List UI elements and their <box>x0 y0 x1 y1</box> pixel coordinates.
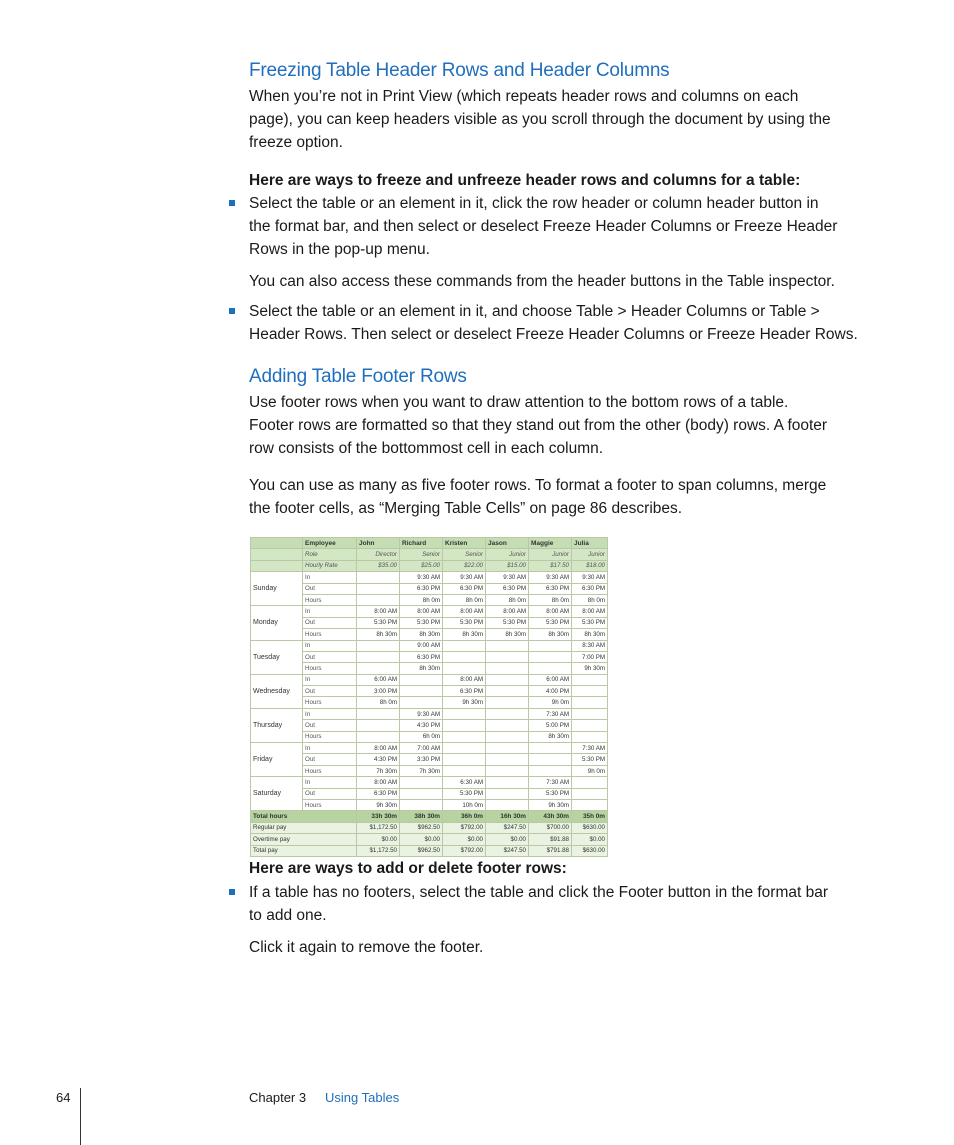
table-row <box>251 697 608 708</box>
table-cell: Out <box>303 583 357 594</box>
chapter-label: Chapter 3 <box>249 1090 307 1105</box>
table-cell <box>357 583 400 594</box>
table-cell: Hours <box>303 765 357 776</box>
table-cell <box>443 765 486 776</box>
table-cell <box>486 674 529 685</box>
table-cell: Out <box>303 617 357 628</box>
table-cell: 8:00 AM <box>357 743 400 754</box>
table-cell: Hours <box>303 594 357 605</box>
table-cell: 5:00 PM <box>529 720 572 731</box>
table-cell <box>443 640 486 651</box>
table-cell <box>486 651 529 662</box>
table-cell: $700.00 <box>529 822 572 833</box>
table-cell <box>400 799 443 810</box>
table-row <box>251 651 608 662</box>
table-cell: $630.00 <box>572 822 608 833</box>
day-label: Monday <box>251 606 303 640</box>
day-label: Tuesday <box>251 640 303 674</box>
table-cell <box>400 686 443 697</box>
table-cell: 6:30 PM <box>443 583 486 594</box>
table-row <box>251 754 608 765</box>
table-cell: 5:30 PM <box>486 617 529 628</box>
text-line: Rows in the pop-up menu. <box>249 241 430 258</box>
table-cell <box>572 731 608 742</box>
table-cell: $17.50 <box>529 560 572 571</box>
table-cell: John <box>357 538 400 549</box>
table-cell: 10h 0m <box>443 799 486 810</box>
text-line: the footer cells, as “Merging Table Cells” on page 86 describes. <box>249 500 683 517</box>
table-cell: 5:30 PM <box>529 617 572 628</box>
table-row <box>251 583 608 594</box>
table-cell: 9:30 AM <box>400 708 443 719</box>
table-cell <box>357 663 400 674</box>
footer-intro-paragraph <box>249 391 874 460</box>
table-cell <box>486 743 529 754</box>
table-row <box>251 629 608 640</box>
table-cell <box>357 594 400 605</box>
footer-divider <box>80 1088 81 1145</box>
table-cell <box>357 720 400 731</box>
table-cell <box>529 663 572 674</box>
table-cell: Hours <box>303 799 357 810</box>
table-cell: $792.00 <box>443 822 486 833</box>
table-cell: $15.00 <box>486 560 529 571</box>
table-row <box>251 720 608 731</box>
footer-subheading: Here are ways to add or delete footer rows: <box>249 860 567 877</box>
table-cell: Hours <box>303 629 357 640</box>
table-cell <box>486 708 529 719</box>
table-cell: 7:30 AM <box>529 777 572 788</box>
table-cell <box>443 651 486 662</box>
table-cell: In <box>303 777 357 788</box>
table-cell: $962.50 <box>400 822 443 833</box>
table-cell: 8:00 AM <box>572 606 608 617</box>
table-cell: $792.00 <box>443 845 486 856</box>
table-cell: 7:00 AM <box>400 743 443 754</box>
table-cell <box>486 686 529 697</box>
text-line: to add one. <box>249 907 327 924</box>
table-cell: 8:00 AM <box>486 606 529 617</box>
table-cell: 5:30 PM <box>529 788 572 799</box>
table-cell: 6:00 AM <box>357 674 400 685</box>
table-cell: 8h 0m <box>400 594 443 605</box>
table-row <box>251 686 608 697</box>
table-cell: 8h 30m <box>400 663 443 674</box>
table-cell: 5:30 PM <box>400 617 443 628</box>
table-cell: Out <box>303 720 357 731</box>
table-cell: 8h 30m <box>443 629 486 640</box>
table-cell <box>572 686 608 697</box>
table-cell <box>443 743 486 754</box>
table-cell: Junior <box>572 549 608 560</box>
day-label: Thursday <box>251 708 303 742</box>
table-cell: $1,172.50 <box>357 822 400 833</box>
table-cell: 7h 30m <box>357 765 400 776</box>
text-line: When you’re not in Print View (which repeats header rows and columns on each <box>249 88 799 105</box>
table-cell <box>400 697 443 708</box>
footer-label: Overtime pay <box>251 834 357 845</box>
table-cell: Hourly Rate <box>303 560 357 571</box>
footer-label: Total pay <box>251 845 357 856</box>
page-number: 64 <box>56 1090 71 1105</box>
footer-label: Total hours <box>251 811 357 822</box>
table-cell: 8h 30m <box>529 629 572 640</box>
table-row <box>251 572 608 583</box>
table-cell: 8h 0m <box>357 697 400 708</box>
table-cell <box>443 754 486 765</box>
table-cell <box>486 754 529 765</box>
table-row <box>251 743 608 754</box>
text-line: Select the table or an element in it, click the row header or column header button in <box>249 195 819 212</box>
day-label: Sunday <box>251 572 303 606</box>
section-heading-freezing: Freezing Table Header Rows and Header Columns <box>249 60 670 81</box>
table-cell: $18.00 <box>572 560 608 571</box>
table-cell: Out <box>303 686 357 697</box>
table-cell: $0.00 <box>357 834 400 845</box>
text-line: the format bar, and then select or deselect Freeze Header Columns or Freeze Header <box>249 218 838 235</box>
table-cell: 3:30 PM <box>400 754 443 765</box>
table-cell: Out <box>303 788 357 799</box>
table-cell: 36h 0m <box>443 811 486 822</box>
table-cell: 7:30 AM <box>572 743 608 754</box>
table-cell <box>357 731 400 742</box>
text-line: Footer rows are formatted so that they stand out from the other (body) rows. A footer <box>249 417 828 434</box>
table-rate-row <box>251 560 608 571</box>
table-cell <box>443 731 486 742</box>
table-cell: 9:30 AM <box>486 572 529 583</box>
table-row <box>251 708 608 719</box>
section-heading-footer-rows: Adding Table Footer Rows <box>249 366 467 387</box>
table-cell <box>572 674 608 685</box>
table-row <box>251 606 608 617</box>
table-cell: 5:30 PM <box>357 617 400 628</box>
freeze-note: You can also access these commands from the header buttons in the Table inspector. <box>249 273 835 290</box>
table-cell: $791.88 <box>529 845 572 856</box>
table-cell: Maggie <box>529 538 572 549</box>
table-cell: Hours <box>303 731 357 742</box>
table-cell <box>529 765 572 776</box>
table-cell <box>486 765 529 776</box>
table-cell: $630.00 <box>572 845 608 856</box>
table-cell: Director <box>357 549 400 560</box>
table-cell: 9h 30m <box>572 663 608 674</box>
table-cell: $35.00 <box>357 560 400 571</box>
table-cell: Hours <box>303 697 357 708</box>
table-cell: 43h 30m <box>529 811 572 822</box>
table-cell: 8h 30m <box>572 629 608 640</box>
table-cell: 8h 30m <box>529 731 572 742</box>
table-row <box>251 765 608 776</box>
table-cell: 9:30 AM <box>572 572 608 583</box>
table-cell <box>400 777 443 788</box>
table-cell: 9h 0m <box>529 697 572 708</box>
table-cell <box>529 743 572 754</box>
table-cell: 8h 30m <box>400 629 443 640</box>
text-line: Select the table or an element in it, and choose Table > Header Columns or Table > <box>249 303 820 320</box>
table-cell: 8:00 AM <box>443 606 486 617</box>
table-cell: In <box>303 640 357 651</box>
table-row <box>251 617 608 628</box>
table-cell: $247.50 <box>486 845 529 856</box>
table-cell: 8h 0m <box>443 594 486 605</box>
table-cell <box>486 663 529 674</box>
table-cell <box>443 708 486 719</box>
table-cell: Senior <box>400 549 443 560</box>
table-cell: $247.50 <box>486 822 529 833</box>
table-cell: Out <box>303 754 357 765</box>
table-cell: 6:30 PM <box>400 583 443 594</box>
table-cell <box>251 560 303 571</box>
table-cell: 8h 0m <box>572 594 608 605</box>
table-cell: In <box>303 708 357 719</box>
text-line: Use footer rows when you want to draw attention to the bottom rows of a table. <box>249 394 789 411</box>
table-row <box>251 640 608 651</box>
table-row <box>251 594 608 605</box>
table-cell: $0.00 <box>486 834 529 845</box>
table-cell: 5:30 PM <box>572 754 608 765</box>
bullet-icon <box>229 200 235 206</box>
table-cell <box>486 640 529 651</box>
table-cell: $0.00 <box>443 834 486 845</box>
table-cell: 6:30 PM <box>400 651 443 662</box>
table-cell: 5:30 PM <box>443 788 486 799</box>
table-cell: $0.00 <box>400 834 443 845</box>
table-cell: 8h 30m <box>357 629 400 640</box>
table-cell <box>486 777 529 788</box>
table-cell: 9h 30m <box>443 697 486 708</box>
table-cell: 6:30 PM <box>443 686 486 697</box>
table-cell: Junior <box>529 549 572 560</box>
footer-count-paragraph <box>249 474 874 520</box>
table-cell: In <box>303 674 357 685</box>
table-cell: $25.00 <box>400 560 443 571</box>
table-cell <box>572 697 608 708</box>
table-cell: Out <box>303 651 357 662</box>
table-cell: Jason <box>486 538 529 549</box>
footer-note: Click it again to remove the footer. <box>249 939 484 956</box>
table-cell: Senior <box>443 549 486 560</box>
table-cell: 6:30 PM <box>529 583 572 594</box>
table-cell: 9:00 AM <box>400 640 443 651</box>
text-line: freeze option. <box>249 134 343 151</box>
table-row <box>251 674 608 685</box>
table-cell <box>486 799 529 810</box>
table-cell <box>529 640 572 651</box>
table-row <box>251 663 608 674</box>
table-cell: Kristen <box>443 538 486 549</box>
table-cell: $1,172.50 <box>357 845 400 856</box>
footer-bullet-1 <box>249 881 874 927</box>
text-line: Header Rows. Then select or deselect Freeze Header Columns or Freeze Header Rows. <box>249 326 858 343</box>
table-cell: Junior <box>486 549 529 560</box>
table-cell <box>357 640 400 651</box>
table-cell: 7:00 PM <box>572 651 608 662</box>
example-schedule-table <box>250 537 607 855</box>
table-cell: $962.50 <box>400 845 443 856</box>
table-cell: 4:30 PM <box>357 754 400 765</box>
table-cell: 8h 0m <box>529 594 572 605</box>
table-cell <box>400 788 443 799</box>
day-label: Saturday <box>251 777 303 811</box>
table-cell <box>486 697 529 708</box>
table-cell: $91.88 <box>529 834 572 845</box>
table-cell: 6:30 PM <box>357 788 400 799</box>
table-row <box>251 777 608 788</box>
table-cell: 6:00 AM <box>529 674 572 685</box>
table-cell <box>486 731 529 742</box>
table-row <box>251 788 608 799</box>
table-row <box>251 799 608 810</box>
table-row <box>251 731 608 742</box>
text-line: If a table has no footers, select the table and click the Footer button in the format bar <box>249 884 829 901</box>
table-cell: In <box>303 572 357 583</box>
freeze-bullet-1 <box>249 192 874 261</box>
table-cell: Employee <box>303 538 357 549</box>
table-cell: 7h 30m <box>400 765 443 776</box>
table-cell <box>251 549 303 560</box>
footer-label: Regular pay <box>251 822 357 833</box>
table-footer-row <box>251 822 608 833</box>
table-cell: 9h 0m <box>572 765 608 776</box>
table-cell <box>357 708 400 719</box>
table-cell <box>357 572 400 583</box>
table-cell: $0.00 <box>572 834 608 845</box>
table-cell: 9:30 AM <box>443 572 486 583</box>
table-footer-row <box>251 811 608 822</box>
table-footer-row <box>251 845 608 856</box>
table-cell: 9h 30m <box>529 799 572 810</box>
freeze-subheading: Here are ways to freeze and unfreeze header rows and columns for a table: <box>249 172 801 189</box>
table-cell: 5:30 PM <box>572 617 608 628</box>
table-cell: 33h 30m <box>357 811 400 822</box>
table-cell: 9:30 AM <box>400 572 443 583</box>
table-cell <box>443 663 486 674</box>
freeze-bullet-2 <box>249 300 874 346</box>
table-cell <box>572 708 608 719</box>
text-line: page), you can keep headers visible as you scroll through the document by using the <box>249 111 831 128</box>
table-cell: 8h 30m <box>486 629 529 640</box>
table-cell <box>529 754 572 765</box>
table-cell: 3:00 PM <box>357 686 400 697</box>
table-cell: 16h 30m <box>486 811 529 822</box>
table-cell <box>529 651 572 662</box>
table-cell: In <box>303 606 357 617</box>
table-role-row <box>251 549 608 560</box>
bullet-icon <box>229 889 235 895</box>
table-cell <box>572 788 608 799</box>
day-label: Wednesday <box>251 674 303 708</box>
table-cell: 38h 30m <box>400 811 443 822</box>
table-cell: 6:30 PM <box>572 583 608 594</box>
table-cell: 35h 0m <box>572 811 608 822</box>
table-cell <box>486 720 529 731</box>
table-cell: 9h 30m <box>357 799 400 810</box>
bullet-icon <box>229 308 235 314</box>
table-cell <box>572 777 608 788</box>
table-header-row <box>251 538 608 549</box>
table-cell: In <box>303 743 357 754</box>
table-cell: 6h 0m <box>400 731 443 742</box>
table-cell: 8:00 AM <box>357 777 400 788</box>
table-cell <box>572 799 608 810</box>
table-cell: 6:30 PM <box>486 583 529 594</box>
table-cell: 6:30 AM <box>443 777 486 788</box>
table-cell <box>251 538 303 549</box>
day-label: Friday <box>251 743 303 777</box>
table-cell: Hours <box>303 663 357 674</box>
table-cell: 8:00 AM <box>529 606 572 617</box>
table-cell <box>357 651 400 662</box>
table-cell: $22.00 <box>443 560 486 571</box>
table-cell: 8:00 AM <box>357 606 400 617</box>
table-footer-row <box>251 834 608 845</box>
table-cell: 7:30 AM <box>529 708 572 719</box>
table-cell: 4:00 PM <box>529 686 572 697</box>
table-cell <box>443 720 486 731</box>
table-cell: Richard <box>400 538 443 549</box>
table-cell: 8:00 AM <box>400 606 443 617</box>
table-cell: 8:30 AM <box>572 640 608 651</box>
text-line: row consists of the bottommost cell in each column. <box>249 440 604 457</box>
table-cell: 5:30 PM <box>443 617 486 628</box>
table-cell: 8h 0m <box>486 594 529 605</box>
chapter-title-link[interactable]: Using Tables <box>325 1090 400 1105</box>
text-line: You can use as many as five footer rows. To format a footer to span columns, merge <box>249 477 827 494</box>
table-cell: 9:30 AM <box>529 572 572 583</box>
table-cell <box>572 720 608 731</box>
table-cell: Julia <box>572 538 608 549</box>
table-cell: 4:30 PM <box>400 720 443 731</box>
table-cell: 8:00 AM <box>443 674 486 685</box>
freeze-intro-paragraph <box>249 85 874 154</box>
table-cell <box>486 788 529 799</box>
table-cell <box>400 674 443 685</box>
table-cell: Role <box>303 549 357 560</box>
